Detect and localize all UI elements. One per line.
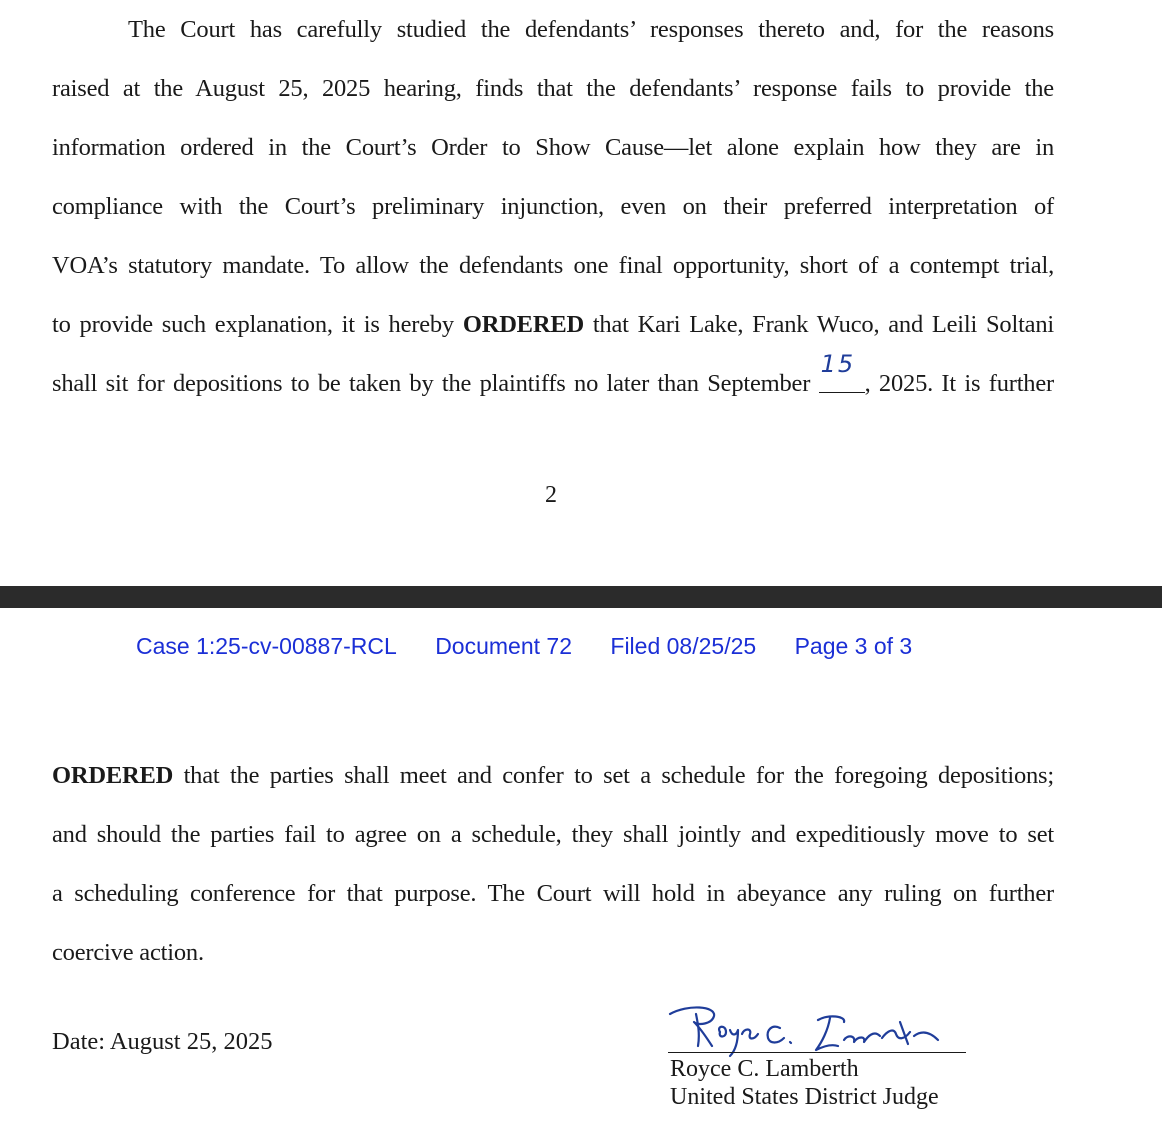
paragraph-line: and should the parties fail to agree on a schedule, they shall jointly and expeditiously move to set	[52, 821, 1054, 848]
order-date: Date: August 25, 2025	[52, 1028, 273, 1055]
page-number: 2	[545, 482, 557, 508]
date-blank	[819, 350, 865, 393]
line-text: to provide such explanation, it is hereby	[52, 311, 463, 338]
paragraph-line: coercive action.	[52, 939, 204, 966]
judge-title: United States District Judge	[670, 1084, 939, 1110]
paragraph-line: VOA’s statutory mandate. To allow the defendants one final opportunity, short of a contempt trial,	[52, 252, 1054, 279]
paragraph-line	[52, 311, 1054, 339]
document-number: Document 72	[435, 633, 572, 659]
handwritten-signature	[668, 1000, 968, 1060]
paragraph-line: a scheduling conference for that purpose. The Court will hold in abeyance any ruling on further	[52, 880, 1054, 907]
filed-date: Filed 08/25/25	[610, 633, 757, 659]
ecf-header	[136, 633, 912, 660]
paragraph-line: The Court has carefully studied the defendants’ responses thereto and, for the reasons	[128, 16, 1054, 43]
ordered-bold: ORDERED	[462, 311, 584, 338]
case-number: Case 1:25-cv-00887-RCL	[136, 633, 397, 659]
handwritten-day: 15	[820, 350, 856, 378]
line-text: , 2025. It is further	[864, 370, 1054, 397]
page-count: Page 3 of 3	[794, 633, 913, 659]
ordered-bold: ORDERED	[52, 762, 174, 789]
judge-name: Royce C. Lamberth	[670, 1056, 859, 1082]
paragraph-line: information ordered in the Court’s Order to Show Cause—let alone explain how they are in	[52, 134, 1054, 161]
paragraph-line	[52, 350, 1054, 398]
paragraph-line	[52, 762, 1054, 790]
line-text: shall sit for depositions to be taken by the plaintiffs no later than September	[52, 370, 819, 397]
line-text: that Kari Lake, Frank Wuco, and Leili Soltani	[583, 311, 1055, 338]
signature-line	[668, 1052, 966, 1053]
line-text: that the parties shall meet and confer to set a schedule for the foregoing depositions;	[173, 762, 1054, 789]
paragraph-line: compliance with the Court’s preliminary injunction, even on their preferred interpretation of	[52, 193, 1054, 220]
paragraph-line: raised at the August 25, 2025 hearing, finds that the defendants’ response fails to provide the	[52, 75, 1054, 102]
page-divider	[0, 586, 1162, 608]
